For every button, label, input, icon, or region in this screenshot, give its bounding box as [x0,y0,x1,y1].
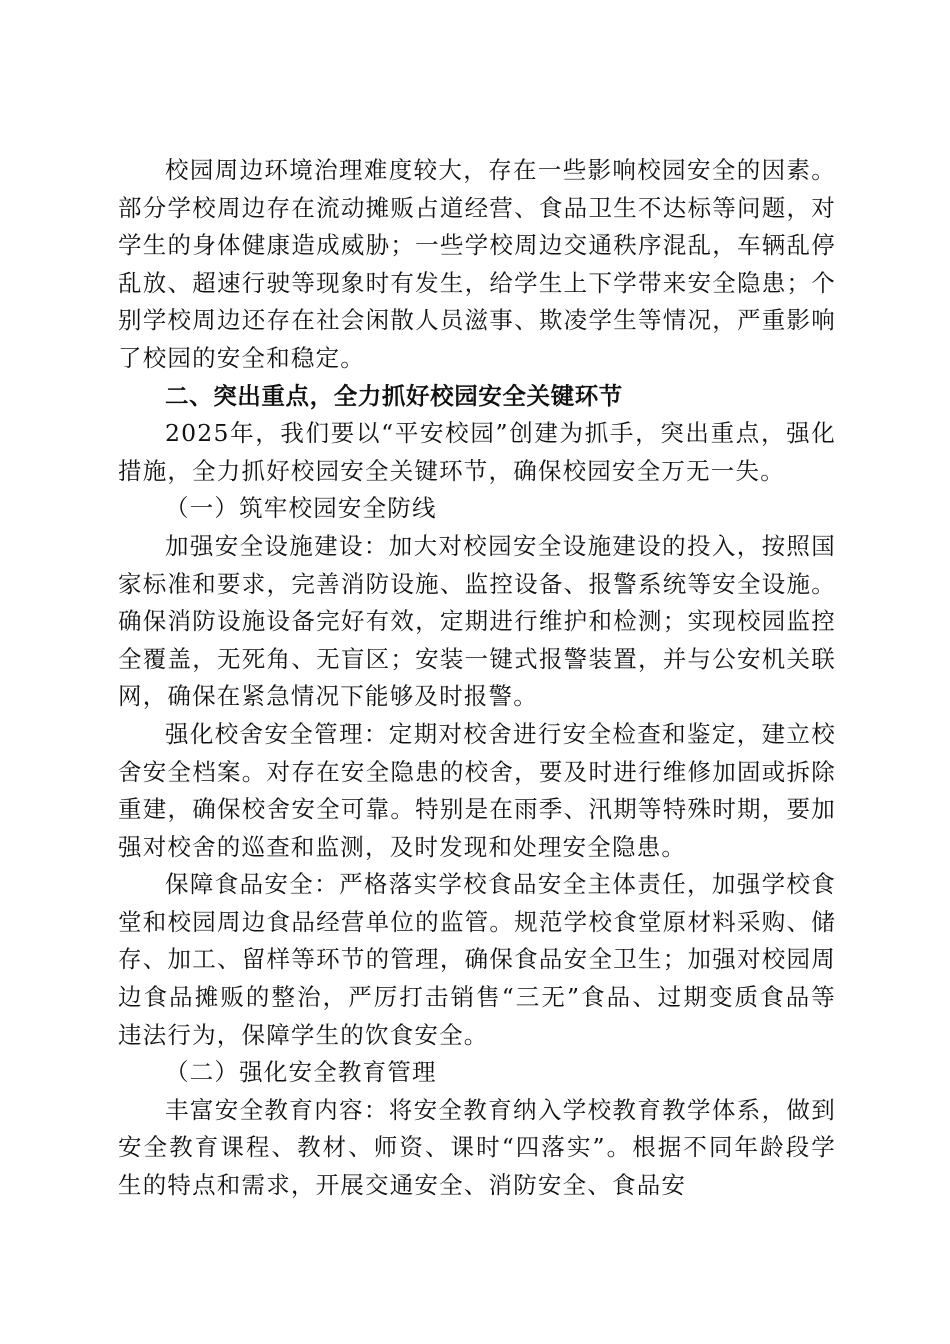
subheading-2: （二）强化安全教育管理 [165,1058,437,1087]
document-body [118,152,836,1205]
paragraph-building-safety: 强化校舍安全管理：定期对校舍进行安全检查和鉴定，建立校舍安全档案。对存在安全隐患的校舍，要及时进行维修加固或拆除重建，确保校舍安全可靠。特别是在雨季、汛期等特殊时期，要加强对校舍的巡查和监测，及时发现和处理安全隐患。 [118,719,836,861]
paragraph-2025-goal: 2025年，我们要以“平安校园”创建为抓手，突出重点，强化措施，全力抓好校园安全关键环节，确保校园安全万无一失。 [118,419,836,485]
subheading-1: （一）筑牢校园安全防线 [165,494,437,523]
paragraph-food-safety: 保障食品安全：严格落实学校食品安全主体责任，加强学校食堂和校园周边食品经营单位的监管。规范学校食堂原材料采购、储存、加工、留样等环节的管理，确保食品安全卫生；加强对校园周边食品摊贩的整治，严厉打击销售“三无”食品、过期变质食品等违法行为，保障学生的饮食安全。 [118,870,836,1049]
paragraph-campus-surroundings: 校园周边环境治理难度较大，存在一些影响校园安全的因素。部分学校周边存在流动摊贩占道经营、食品卫生不达标等问题，对学生的身体健康造成威胁；一些学校周边交通秩序混乱，车辆乱停乱放、超速行驶等现象时有发生，给学生上下学带来安全隐患；个别学校周边还存在社会闲散人员滋事、欺凌学生等情况，严重影响了校园的安全和稳定。 [118,156,836,372]
section-heading-2: 二、突出重点，全力抓好校园安全关键环节 [165,381,623,410]
paragraph-safety-education: 丰富安全教育内容：将安全教育纳入学校教育教学体系，做到安全教育课程、教材、师资、课时“四落实”。根据不同年龄段学生的特点和需求，开展交通安全、消防安全、食品安 [118,1095,836,1200]
paragraph-safety-facilities: 加强安全设施建设：加大对校园安全设施建设的投入，按照国家标准和要求，完善消防设施、监控设备、报警系统等安全设施。确保消防设施设备完好有效，定期进行维护和检测；实现校园监控全覆盖，无死角、无盲区；安装一键式报警装置，并与公安机关联网，确保在紧急情况下能够及时报警。 [118,531,836,711]
